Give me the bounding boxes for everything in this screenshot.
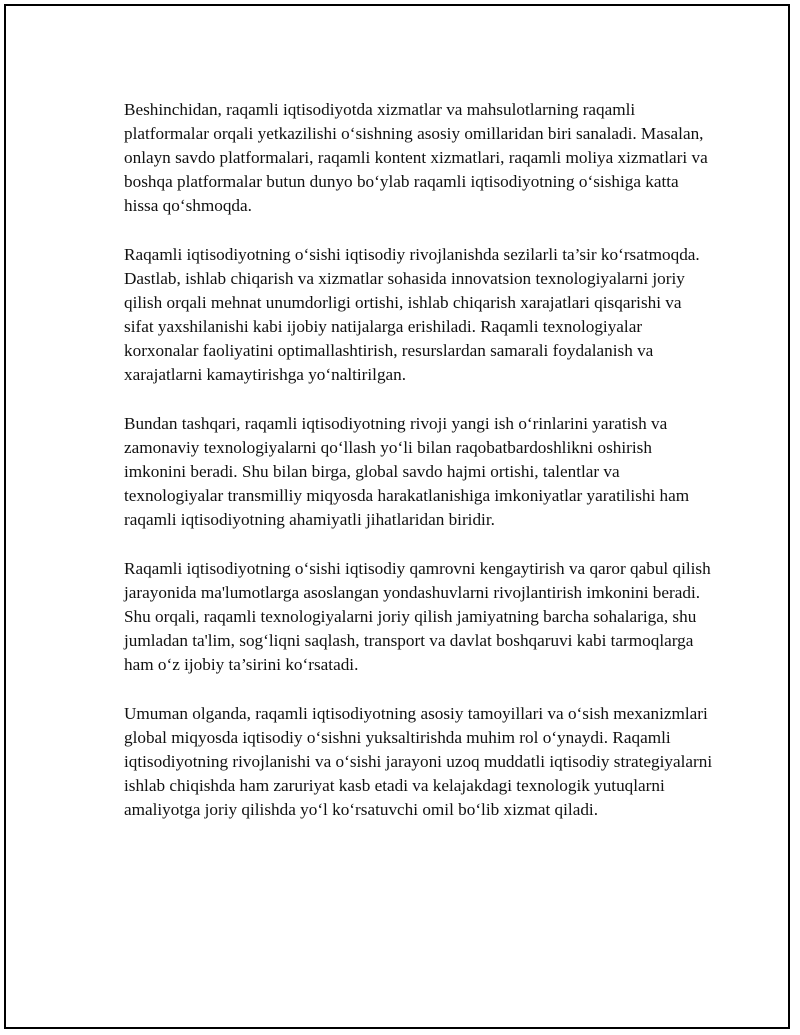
paragraph-1: Beshinchidan, raqamli iqtisodiyotda xizmatlar va mahsulotlarning raqamli platformalar orqali yetkazilishi o‘sishning asosiy omillaridan biri sanaladi. Masalan, onlayn savdo platformalari, raqamli kontent xizmatlari, raqamli moliya xizmatlari va boshqa platformalar butun dunyo bo‘ylab raqamli iqtisodiyotning o‘sishiga katta hissa qo‘shmoqda. bbox=[124, 100, 708, 216]
paragraph-3: Bundan tashqari, raqamli iqtisodiyotning rivoji yangi ish o‘rinlarini yaratish va zamonaviy texnologiyalarni qo‘llash yo‘li bilan raqobatbardoshlikni oshirish imkonini beradi. Shu bilan birga, global savdo hajmi ortishi, talentlar va texnologiyalar transmilliy miqyosda harakatlanishiga imkoniyatlar yaratilishi ham raqamli iqtisodiyotning ahamiyatli jihatlaridan biridir. bbox=[124, 414, 690, 530]
paragraph-2: Raqamli iqtisodiyotning o‘sishi iqtisodiy rivojlanishda sezilarli ta’sir ko‘rsatmoqda. Dastlab, ishlab chiqarish va xizmatlar sohasida innovatsion texnologiyalarni joriy qilish orqali mehnat unumdorligi ortishi, ishlab chiqarish xarajatlari qisqarishi va sifat yaxshilanishi kabi ijobiy natijalarga erishiladi. Raqamli texnologiyalar korxonalar faoliyatini optimallashtirish, resurslardan samarali foydalanish va xarajatlarni kamaytirishga yo‘naltirilgan. bbox=[124, 244, 700, 385]
page-border bbox=[4, 4, 790, 1029]
paragraph-4: Raqamli iqtisodiyotning o‘sishi iqtisodiy qamrovni kengaytirish va qaror qabul qilish jarayonida ma'lumotlarga asoslangan yondashuvlarni rivojlantirish imkonini beradi. Shu orqali, raqamli texnologiyalarni joriy qilish jamiyatning barcha sohalariga, shu jumladan ta'lim, sog‘liqni saqlash, transport va davlat boshqaruvi kabi tarmoqlarga ham o‘z ijobiy ta’sirini ko‘rsatadi. bbox=[124, 559, 711, 675]
paragraph-5: Umuman olganda, raqamli iqtisodiyotning asosiy tamoyillari va o‘sish mexanizmlari global miqyosda iqtisodiy o‘sishni yuksaltirishda muhim rol o‘ynaydi. Raqamli iqtisodiyotning rivojlanishi va o‘sishi jarayoni uzoq muddatli iqtisodiy strategiyalarni ishlab chiqishda ham zaruriyat kasb etadi va kelajakdagi texnologik yutuqlarni amaliyotga joriy qilishda yo‘l ko‘rsatuvchi omil bo‘lib xizmat qiladi. bbox=[124, 703, 713, 820]
document-body bbox=[124, 98, 714, 822]
